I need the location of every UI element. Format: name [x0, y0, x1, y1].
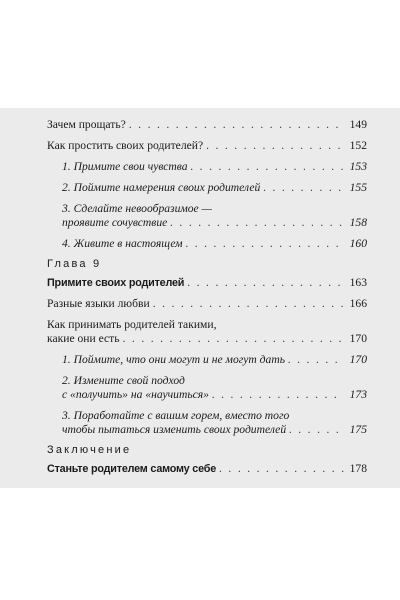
toc-entry	[47, 118, 367, 132]
toc-entry-title: 1. Примите свои чувства	[62, 160, 188, 173]
toc-entry-page: 175	[349, 423, 367, 436]
toc-entry-title: Разные языки любви	[47, 297, 150, 310]
toc-subentry	[47, 409, 367, 437]
toc-entry-page: 158	[349, 216, 367, 229]
toc-entry-title: Зачем прощать?	[47, 118, 126, 131]
conclusion-heading-entry	[47, 462, 367, 476]
toc-entry-title-line2: какие они есть	[47, 332, 120, 345]
leader-dots	[288, 353, 344, 367]
leader-dots	[170, 216, 344, 230]
toc-entry-page: 149	[349, 118, 367, 131]
toc-entry-title-line1: 3. Поработайте с вашим горем, вместо того	[62, 409, 290, 422]
toc-entry-title: 4. Живите в настоящем	[62, 237, 183, 250]
toc-entry	[47, 318, 367, 346]
toc-entry-page: 163	[349, 276, 367, 289]
toc-entry-title-line1: Как принимать родителей такими,	[47, 318, 217, 331]
toc-entry-page: 152	[349, 139, 367, 152]
conclusion-label: Заключение	[47, 444, 132, 456]
leader-dots	[206, 139, 344, 153]
toc-subentry	[47, 202, 367, 230]
toc-entry-title-line1: 2. Измените свой подход	[62, 374, 185, 387]
leader-dots	[219, 462, 344, 476]
toc-entry-page: 178	[349, 462, 367, 475]
toc-entry-page: 173	[349, 388, 367, 401]
toc-subentry	[47, 181, 367, 195]
toc-entry-title: 2. Поймите намерения своих родителей	[62, 181, 261, 194]
toc-entry-page: 153	[349, 160, 367, 173]
leader-dots	[187, 276, 344, 290]
leader-dots	[191, 160, 344, 174]
toc-entry-title: 1. Поймите, что они могут и не могут дать	[62, 353, 285, 366]
leader-dots	[186, 237, 344, 251]
leader-dots	[129, 118, 344, 132]
toc-entry-title: Как простить своих родителей?	[47, 139, 204, 152]
toc-entry-page: 170	[349, 353, 367, 366]
conclusion-heading: Станьте родителем самому себе	[47, 463, 217, 475]
leader-dots	[123, 332, 344, 346]
toc-subentry	[47, 353, 367, 367]
toc-entry	[47, 139, 367, 153]
toc-subentry	[47, 160, 367, 174]
toc-entry-title-line1: 3. Сделайте невообразимое —	[62, 202, 212, 215]
chapter-heading-entry	[47, 276, 367, 290]
toc-subentry	[47, 237, 367, 251]
toc-entry-page: 160	[349, 237, 367, 250]
chapter-heading: Примите своих родителей	[47, 277, 185, 289]
leader-dots	[212, 388, 344, 402]
toc-subentry	[47, 374, 367, 402]
table-of-contents	[47, 118, 367, 483]
toc-entry-title-line2: проявите сочувствие	[62, 216, 168, 229]
leader-dots	[289, 423, 344, 437]
leader-dots	[263, 181, 344, 195]
leader-dots	[153, 297, 344, 311]
toc-entry-title-line2: с «получить» на «научиться»	[62, 388, 209, 401]
toc-entry	[47, 297, 367, 311]
toc-entry-title-line2: чтобы пытаться изменить своих родителей	[62, 423, 287, 436]
chapter-label: Глава 9	[47, 258, 102, 270]
toc-entry-page: 170	[349, 332, 367, 345]
toc-entry-page: 166	[349, 297, 367, 310]
toc-entry-page: 155	[349, 181, 367, 194]
